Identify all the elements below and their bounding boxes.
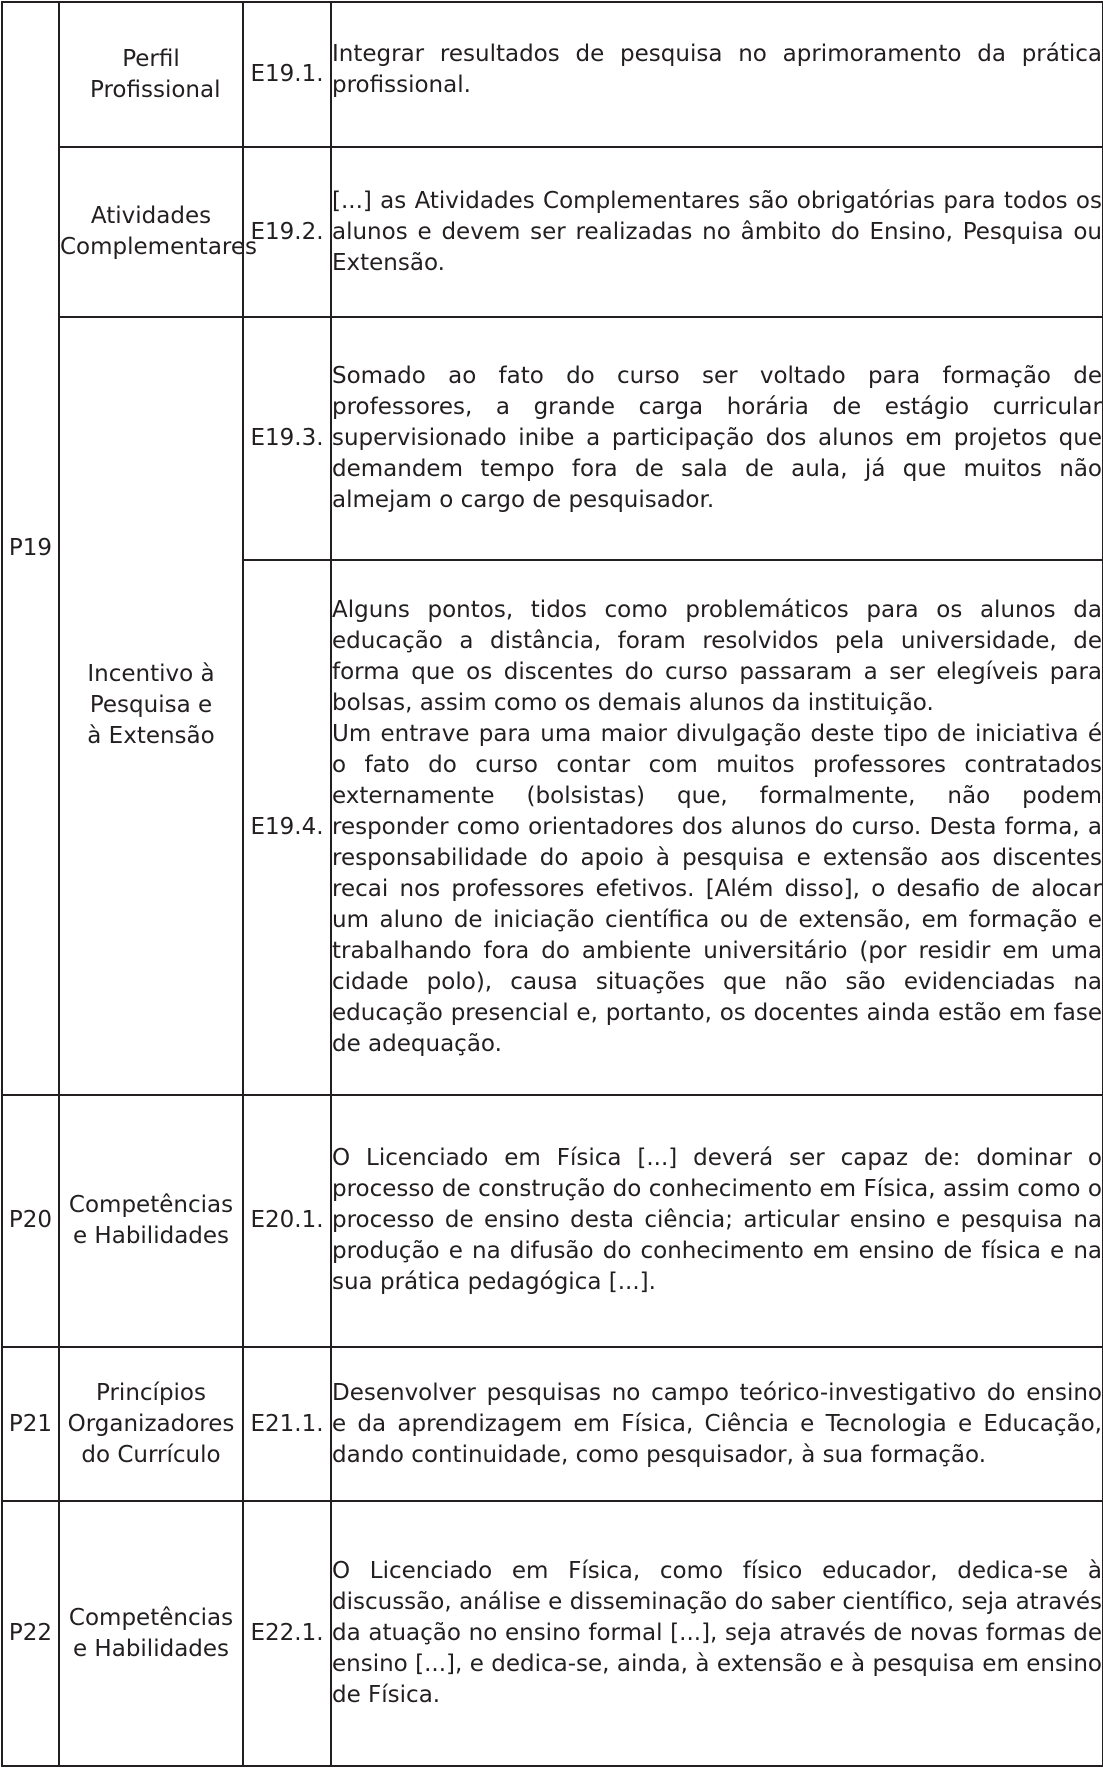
code-cell: E20.1. (243, 1095, 331, 1347)
paragraph: O Licenciado em Física, como físico educador, dedica-se à discussão, análise e disseminação do saber científico, seja através da atuação no ensino formal [...], seja através de novas formas de ensino [...], e dedica-se, ainda, à extensão e à pesquisa em ensino de Física. (332, 1558, 1102, 1709)
code-cell: E19.3. (243, 317, 331, 559)
group-id-cell: P22 (2, 1501, 59, 1766)
category-cell: Perfil Profissional (59, 2, 243, 147)
paragraph: Alguns pontos, tidos como problemáticos para os alunos da educação a distância, foram resolvidos pela universidade, de forma que os discentes do curso passaram a ser elegíveis para bolsas, assim como os demais alunos da instituição. (332, 596, 1102, 716)
text-cell (331, 560, 1103, 1095)
text-cell (331, 1095, 1103, 1347)
table-row (2, 147, 1103, 317)
paragraph: Somado ao fato do curso ser voltado para formação de professores, a grande carga horária de estágio curricular supervisionado inibe a participação dos alunos em projetos que demandem tempo fora de sala de aula, já que muitos não almejam o cargo de pesquisador. (332, 362, 1102, 513)
category-cell: Incentivo à Pesquisa e à Extensão (59, 317, 243, 1094)
table-row (2, 1501, 1103, 1766)
code-cell: E22.1. (243, 1501, 331, 1766)
category-cell: Princípios Organizadores do Currículo (59, 1347, 243, 1501)
category-cell: Competências e Habilidades (59, 1501, 243, 1766)
paragraph: Integrar resultados de pesquisa no aprimoramento da prática profissional. (332, 41, 1102, 98)
table-row (2, 2, 1103, 147)
category-cell: Competências e Habilidades (59, 1095, 243, 1347)
group-id-cell: P20 (2, 1095, 59, 1347)
text-cell (331, 147, 1103, 317)
code-cell: E19.4. (243, 560, 331, 1095)
code-cell: E19.2. (243, 147, 331, 317)
text-cell (331, 1501, 1103, 1766)
text-cell (331, 317, 1103, 559)
text-cell (331, 2, 1103, 147)
code-cell: E21.1. (243, 1347, 331, 1501)
text-cell (331, 1347, 1103, 1501)
group-id-cell: P19 (2, 2, 59, 1095)
category-cell: Atividades Complementares (59, 147, 243, 317)
document-table (1, 1, 1103, 1767)
paragraph: [...] as Atividades Complementares são obrigatórias para todos os alunos e devem ser realizadas no âmbito do Ensino, Pesquisa ou Extensão. (332, 187, 1102, 276)
table-row (2, 1095, 1103, 1347)
table-row (2, 1347, 1103, 1501)
table-row (2, 317, 1103, 559)
paragraph: O Licenciado em Física [...] deverá ser capaz de: dominar o processo de construção do conhecimento em Física, assim como o processo de ensino desta ciência; articular ensino e pesquisa na produção e na difusão do conhecimento em ensino de física e na sua prática pedagógica [...]. (332, 1145, 1102, 1296)
code-cell: E19.1. (243, 2, 331, 147)
group-id-cell: P21 (2, 1347, 59, 1501)
paragraph: Um entrave para uma maior divulgação deste tipo de iniciativa é o fato do curso contar com muitos professores contratados externamente (bolsistas) que, formalmente, não podem responder como orientadores dos alunos do curso. Desta forma, a responsabilidade do apoio à pesquisa e extensão aos discentes recai nos professores efetivos. [Além disso], o desafio de alocar um aluno de iniciação científica ou de extensão, em formação e trabalhando fora do ambiente universitário (por residir em uma cidade polo), causa situações que não são evidenciadas na educação presencial e, portanto, os docentes ainda estão em fase de adequação. (332, 720, 1102, 1057)
paragraph: Desenvolver pesquisas no campo teórico-investigativo do ensino e da aprendizagem em Física, Ciência e Tecnologia e Educação, dando continuidade, como pesquisador, à sua formação. (332, 1379, 1102, 1468)
